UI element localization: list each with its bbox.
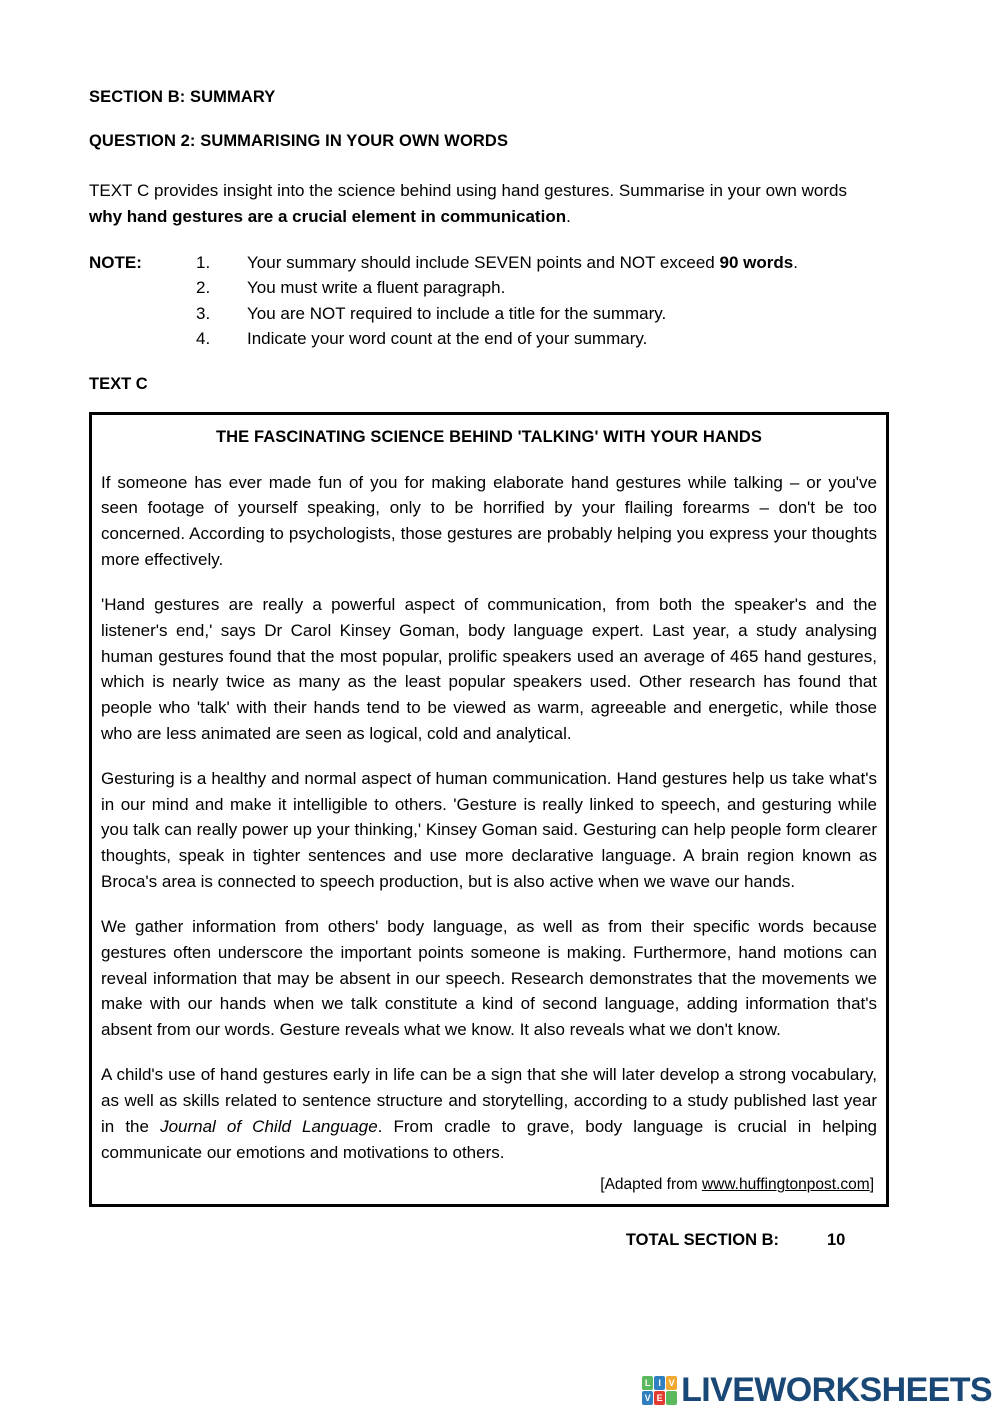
note-list (196, 250, 911, 351)
text-c-box (89, 412, 889, 1207)
note-number: 4. (196, 328, 211, 348)
text-c-paragraph: 'Hand gestures are really a powerful aspect of communication, from both the speaker's and the listener's end,' says Dr Carol Kinsey Goman, body language expert. Last year, a study analysing human gestures found that the most popular, prolific speakers used an average of 465 hand gestures, which is nearly twice as many as the least popular speakers used. Other research has found that people who 'talk' with their hands tend to be viewed as warm, agreeable and energetic, while those who are less animated are seen as logical, cold and analytical. (101, 594, 877, 743)
logo-tile-v-top: V (666, 1376, 677, 1390)
logo-wordmark: LIVEWORKSHEETS (681, 1371, 992, 1409)
note-text-lead: Your summary should include SEVEN points and NOT exceed (247, 253, 720, 273)
note-text-tail: . (793, 253, 798, 273)
question-heading: QUESTION 2: SUMMARISING IN YOUR OWN WORDS (89, 131, 509, 150)
instruction-bold: why hand gestures are a crucial element in communication (89, 206, 567, 226)
source-attribution (101, 1175, 874, 1195)
logo-tile-i: I (654, 1376, 665, 1390)
note-label: NOTE: (89, 253, 142, 273)
note-item (196, 301, 911, 326)
logo-tile-e: E (654, 1391, 665, 1405)
paragraph-tail: . From cradle to grave, body language is crucial in helping communicate our emotions and motivations to others. (101, 1116, 878, 1162)
instruction-tail: . (566, 206, 571, 226)
paragraph-lead: A child's use of hand gestures early in life can be a sign that she will later develop a strong vocabulary, as well as skills related to sentence structure and storytelling, according to a study published last year in the (101, 1065, 877, 1136)
instruction-paragraph (89, 178, 847, 231)
source-prefix: [Adapted from (600, 1176, 702, 1194)
source-url-link[interactable]: www.huffingtonpost.com (701, 1176, 870, 1194)
note-item (196, 250, 911, 275)
total-section-value: 10 (827, 1230, 846, 1249)
text-c-paragraph: We gather information from others' body language, as well as from their specific words because gestures often underscore the important points someone is making. Furthermore, hand motions can reveal information that may be absent in our speech. Research demonstrates that the movements we make with our hands when we talk constitute a kind of second language, adding information that's absent from our words. Gesture reveals what we know. It also reveals what we don't know. (101, 916, 877, 1040)
total-section-row (89, 1231, 911, 1250)
logo-tile-v-bottom: V (642, 1391, 653, 1405)
note-block (89, 250, 911, 351)
total-section-label: TOTAL SECTION B: (625, 1230, 779, 1249)
note-number: 2. (196, 278, 211, 298)
note-item (196, 326, 911, 351)
note-text-bold: 90 words (719, 253, 794, 273)
note-text: Indicate your word count at the end of your summary. (247, 328, 648, 348)
note-text: You are NOT required to include a title for the summary. (247, 303, 667, 323)
source-suffix: ] (869, 1176, 874, 1194)
section-heading: SECTION B: SUMMARY (89, 88, 276, 106)
liveworksheets-logo[interactable] (642, 1373, 992, 1407)
text-c-paragraph: Gesturing is a healthy and normal aspect of human communication. Hand gestures help us take what's in our mind and make it intelligible to others. 'Gesture is really linked to speech, and gesturing while you talk can really power up your thinking,' Kinsey Goman said. Gesturing can help people form clearer thoughts, speak in tighter sentences and use more declarative language. A brain region known as Broca's area is connected to speech production, but is also active when we wave our hands. (101, 768, 877, 892)
logo-tile-blank (666, 1391, 677, 1405)
note-number: 3. (196, 303, 211, 323)
note-number: 1. (196, 253, 211, 273)
journal-title: Journal of Child Language (160, 1116, 378, 1136)
note-item (196, 275, 911, 300)
text-c-title: THE FASCINATING SCIENCE BEHIND 'TALKING' WITH YOUR HANDS (215, 427, 763, 446)
note-text (247, 250, 911, 275)
text-c-label: TEXT C (89, 374, 148, 393)
text-c-paragraph (101, 1062, 877, 1165)
text-c-paragraph: If someone has ever made fun of you for making elaborate hand gestures while talking – or you've seen footage of yourself speaking, only to be horrified by your flailing forearms – don't be too concerned. According to psychologists, those gestures are probably helping you express your thoughts more effectively. (101, 472, 877, 570)
logo-tiles (642, 1376, 677, 1405)
note-text: You must write a fluent paragraph. (247, 278, 506, 298)
logo-tile-l: L (642, 1376, 653, 1390)
instruction-lead: TEXT C provides insight into the science behind using hand gestures. Summarise in your own words (89, 180, 847, 200)
